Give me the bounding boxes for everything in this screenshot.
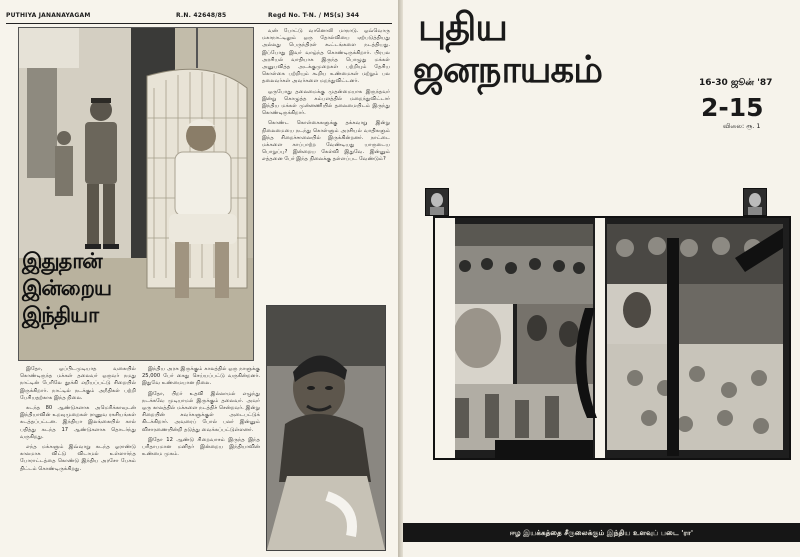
portrait-photo-illustration <box>267 306 385 550</box>
cover-collage <box>433 216 791 460</box>
cover-caption: ஈழ இயக்கத்தை சீருலைக்கும் இந்திய உளவுப் படை 'ரா' <box>403 523 800 542</box>
cover-collage-art <box>435 218 789 458</box>
paragraph: இதோ, பிறர் உதவி இல்லாமல் எழுந்து நடக்கவே முடியாமல் இருக்கும் தலைவர். அவர் ஒரு காலத்தில் மக்களை நடத்திச் சென்றவர். இன்று சிறையின் சுவர்களுக்குள் அடைபட்டுக் கிடக்கிறார். அவரைப் போல் பலர் இன்னும் விசாரணையின்றி தடுத்து வைக்கப்பட்டுள்ளனர். <box>142 390 260 433</box>
paragraph: இதோ, ஒப்பிடமுடியாத வகையில் கொண்டிருந்த மக்கள் தலைவர் ஒருவர் நமது நாட்டின் பேரிலே தூக்கி எறியப்பட்டு சிறையில் இருக்கிறார். நாட்டில் நடக்கும் அநீதிகள் பற்றி பேசியதற்காக இந்த நிலை. <box>20 366 136 401</box>
issue-number: 2-15 <box>701 93 764 122</box>
registration-number: R.N. 42648/85 <box>176 12 227 19</box>
headline-line-1: இதுதான் <box>22 249 102 273</box>
paragraph: இதோ 12 ஆண்டு சிறைவாசம் இருந்த இந்த பரிதாபமான மனிதர் இன்றைய இந்தியாவின் உண்மை முகம். <box>142 436 260 458</box>
paragraph: வன் போட்டு வானொலி மாநாடு. ஒவ்வொரு மகாநாட்டிலும் ஒரு தோல்வியை ஏற்படுத்தியது அல்லது பெருந்திரள் கூட்டங்களை நடத்தியது. இப்போது இவர் வாழ்ந்த கொண்டிருக்கிறார். பிரபல அரசியல் வாதியாக இருந்த பொழுது மக்கள் அனுபவித்த அடக்குமுறைகள் பற்றியும் தேசிய கொள்கை பற்றியும் கூறிய உண்மைகள் மற்றும் பல தலைவர்கள் அவர்களை மறந்துவிட்டனர். <box>262 28 390 85</box>
paragraph: இந்திய அரசு இருக்கும் காலத்தில் ஒரு நாளுக்கு 25,000 பேர் கைது செய்யப்பட்டு வருகின்றனர். இதுவே உண்மையான நிலை. <box>142 366 260 387</box>
headline-line-3: இந்தியா <box>22 303 99 327</box>
portrait-photo <box>266 305 386 551</box>
column-bottom-mid <box>142 366 260 552</box>
postal-registration: Regd No. T-N. / MS(s) 344 <box>268 12 360 19</box>
masthead-line-1: புதிய <box>418 5 507 49</box>
header-rule <box>6 23 392 24</box>
portrait-thumbnail-right-art <box>744 189 766 215</box>
paragraph: கொண்ட கொள்கைகளுக்கு தக்கவாறு இன்று நிலைமையை நடந்து கொள்ளும் அரசியல் வாதிகளும் இந்த சிறைச்சாலையில் இருக்கின்றனர். நாட்டை மக்களை காப்பாற்ற வேண்டியது யாருடைய பொறுப்பு? இன்றைய கேள்வி இதுவே. இன்னும் எத்தனை பேர் இந்த நிலைக்கு தள்ளப்பட வேண்டும்? <box>262 120 390 163</box>
portrait-thumbnail-right <box>743 188 767 216</box>
headline-line-2: இன்றைய <box>22 276 111 300</box>
masthead-line-2: ஜனநாயகம் <box>413 48 602 91</box>
publication-name: PUTHIYA JANANAYAGAM <box>6 12 91 19</box>
portrait-thumbnail-left-art <box>426 189 448 215</box>
column-right-top <box>262 28 390 298</box>
portrait-thumbnail-left <box>425 188 449 216</box>
column-bottom-left <box>20 366 136 552</box>
left-page <box>0 0 398 557</box>
issue-price: விலை: ரூ. 1 <box>723 122 761 130</box>
paragraph: ஒருபோது தலைமைக்கு முதன்மையாக இருந்தவர் இன்று கொழுத்த கம்பளத்தில் மறைந்துவிட்டார் இந்திய மக்கள் முன்னணியில் தலைமையிடம் இருந்து கொண்டிருக்கிறார். <box>262 88 390 117</box>
headline <box>22 248 134 329</box>
paragraph: கடந்த 80 ஆண்டுகளாக அமெரிக்காவுடன் இந்தியாவின் உறவுமுறைகள் ராணுவ ரகசியங்கள் கடத்தப்பட்டன. இந்தியா இலங்கையில் கால் பதித்து கடந்த 17 ஆண்டுகளாக தொடர்ந்து வருகிறது. <box>20 405 136 440</box>
issue-date: 16-30 ஜூன் '87 <box>699 78 773 88</box>
cover-page <box>403 0 800 557</box>
paragraph: எந்த மக்களும் இவ்வாறு கடந்த ஓராண்டு காலமாக விட்டு விடாமல் உள்ளார்ந்த போராட்டத்தை கொண்டு இந்திய அரசோ பேசும் திட்டம் கொண்டிருக்கிறது. <box>20 444 136 472</box>
